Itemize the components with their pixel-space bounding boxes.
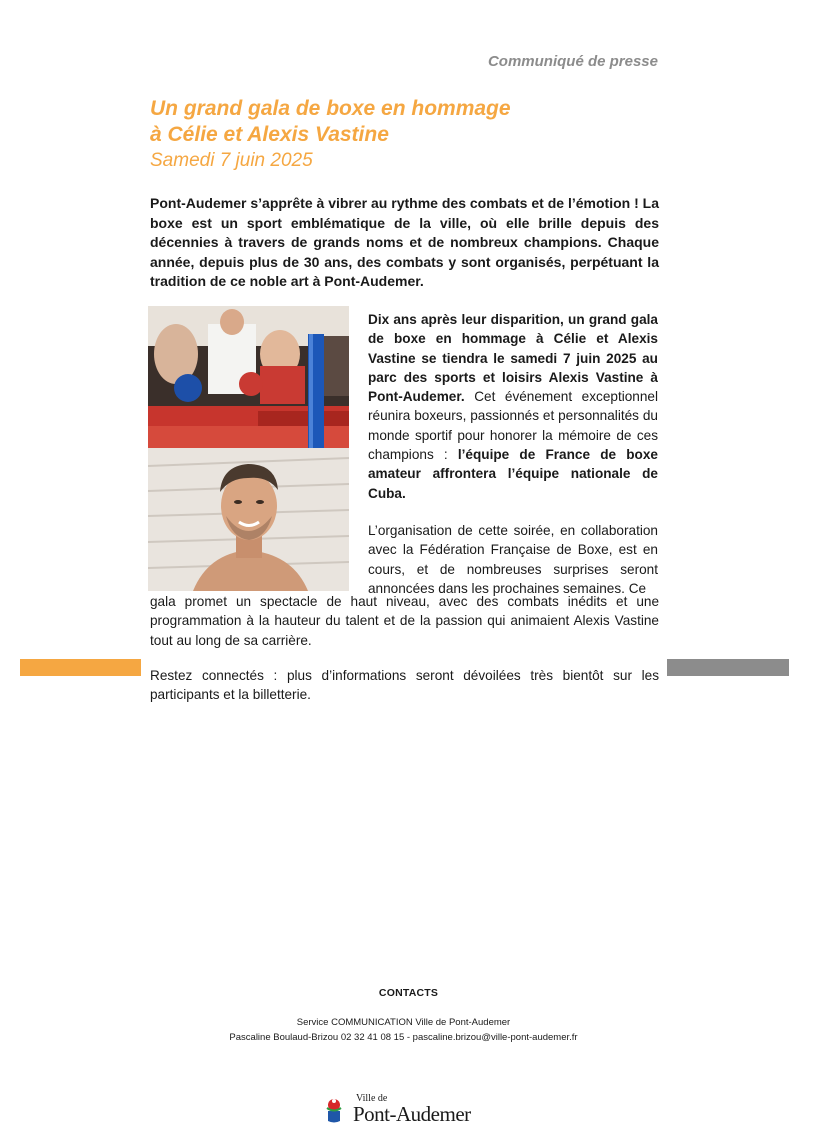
para1-regular: Cet événement exceptionnel réunira boxeurs, passionnés et personnalités du monde sportif pour honorer la mémoire de ces champions : [368, 389, 658, 463]
press-release-label: Communiqué de presse [487, 53, 658, 70]
body-paragraph-2-column: L’organisation de cette soirée, en collaboration avec la Fédération Française de Boxe, est en cours, et de nombreuses surprises seront annoncées dans les prochaines semaines. Ce [368, 522, 658, 596]
city-emblem-icon [325, 1093, 353, 1125]
accent-bar-right [667, 659, 789, 676]
contacts-title: CONTACTS [378, 987, 439, 999]
main-column-text [368, 310, 658, 598]
para1-bold-end: l’équipe de France de boxe amateur affrontera l’équipe nationale de Cuba. [368, 447, 658, 501]
body-paragraph-1 [368, 310, 658, 503]
title-line-2: à Célie et Alexis Vastine [150, 123, 389, 146]
body-paragraph-2-wide: gala promet un spectacle de haut niveau, avec des combats inédits et une programmation à la hauteur du talent et de la passion qui animaient Alexis Vastine tout au long de sa carrière. [150, 594, 659, 648]
logo-small-text: Ville de [356, 1093, 388, 1104]
event-date: Samedi 7 juin 2025 [150, 150, 313, 171]
accent-bar-left [20, 659, 141, 676]
title-block [150, 96, 670, 173]
title-line-1: Un grand gala de boxe en hommage [150, 97, 511, 120]
boxing-photo [148, 306, 349, 591]
closing-paragraph: Restez connectés : plus d’informations seront dévoilées très bientôt sur les participants et la billetterie. [150, 668, 659, 703]
service-line: Service COMMUNICATION Ville de Pont-Audemer [296, 1017, 511, 1028]
logo-main-text: Pont-Audemer [353, 1102, 471, 1126]
intro-paragraph: Pont-Audemer s’apprête à vibrer au rythme des combats et de l’émotion ! La boxe est un sport emblématique de la ville, où elle brille depuis des décennies à travers de grands noms et de nombreux champions. Chaque année, depuis plus de 30 ans, des combats y sont organisés, perpétuant la tradition de ce noble art à Pont-Audemer. [150, 195, 659, 289]
city-logo [325, 1091, 485, 1127]
para1-bold: Dix ans après leur disparition, un grand gala de boxe en hommage à Célie et Alexis Vastine se tiendra le samedi 7 juin 2025 au parc des sports et loisirs Alexis Vastine à Pont-Audemer. [368, 312, 658, 405]
contact-details: Pascaline Boulaud-Brizou 02 32 41 08 15 - pascaline.brizou@ville-pont-audemer.fr [229, 1032, 578, 1043]
